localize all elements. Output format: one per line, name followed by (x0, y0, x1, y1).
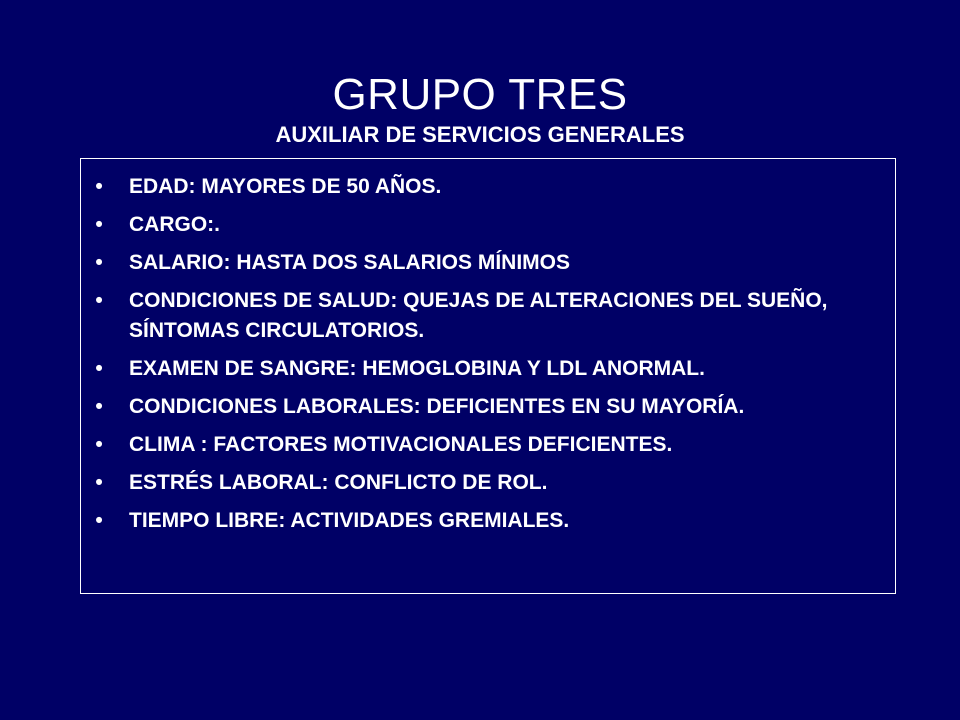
bullet-icon: • (95, 471, 103, 494)
bullet-icon: • (95, 509, 103, 532)
bullet-text: CLIMA : FACTORES MOTIVACIONALES DEFICIENTES. (129, 433, 673, 456)
bullet-item (81, 248, 895, 278)
bullet-item (81, 430, 895, 460)
bullet-text: EDAD: MAYORES DE 50 AÑOS. (129, 175, 442, 198)
bullet-text: CONDICIONES LABORALES: DEFICIENTES EN SU MAYORÍA. (129, 395, 745, 418)
bullet-item (81, 172, 895, 202)
bullet-text: CONDICIONES DE SALUD: QUEJAS DE ALTERACIONES DEL SUEÑO, SÍNTOMAS CIRCULATORIOS. (129, 289, 828, 342)
bullet-item (81, 210, 895, 240)
bullet-list (81, 172, 895, 544)
bullet-icon: • (95, 289, 103, 312)
bullet-item (81, 354, 895, 384)
content-box (80, 158, 896, 594)
bullet-text: ESTRÉS LABORAL: CONFLICTO DE ROL. (129, 471, 548, 494)
bullet-item (81, 286, 895, 346)
bullet-icon: • (95, 251, 103, 274)
slide-subtitle: AUXILIAR DE SERVICIOS GENERALES (275, 122, 685, 147)
bullet-item (81, 468, 895, 498)
bullet-item (81, 392, 895, 422)
bullet-icon: • (95, 175, 103, 198)
bullet-icon: • (95, 433, 103, 456)
bullet-text: EXAMEN DE SANGRE: HEMOGLOBINA Y LDL ANORMAL. (129, 357, 705, 380)
bullet-icon: • (95, 357, 103, 380)
bullet-icon: • (95, 213, 103, 236)
slide-title: GRUPO TRES (332, 70, 628, 119)
bullet-item (81, 506, 895, 536)
title-block (0, 70, 960, 148)
bullet-icon: • (95, 395, 103, 418)
bullet-text: SALARIO: HASTA DOS SALARIOS MÍNIMOS (129, 251, 570, 274)
bullet-text: CARGO:. (129, 213, 220, 236)
bullet-text: TIEMPO LIBRE: ACTIVIDADES GREMIALES. (129, 509, 570, 532)
